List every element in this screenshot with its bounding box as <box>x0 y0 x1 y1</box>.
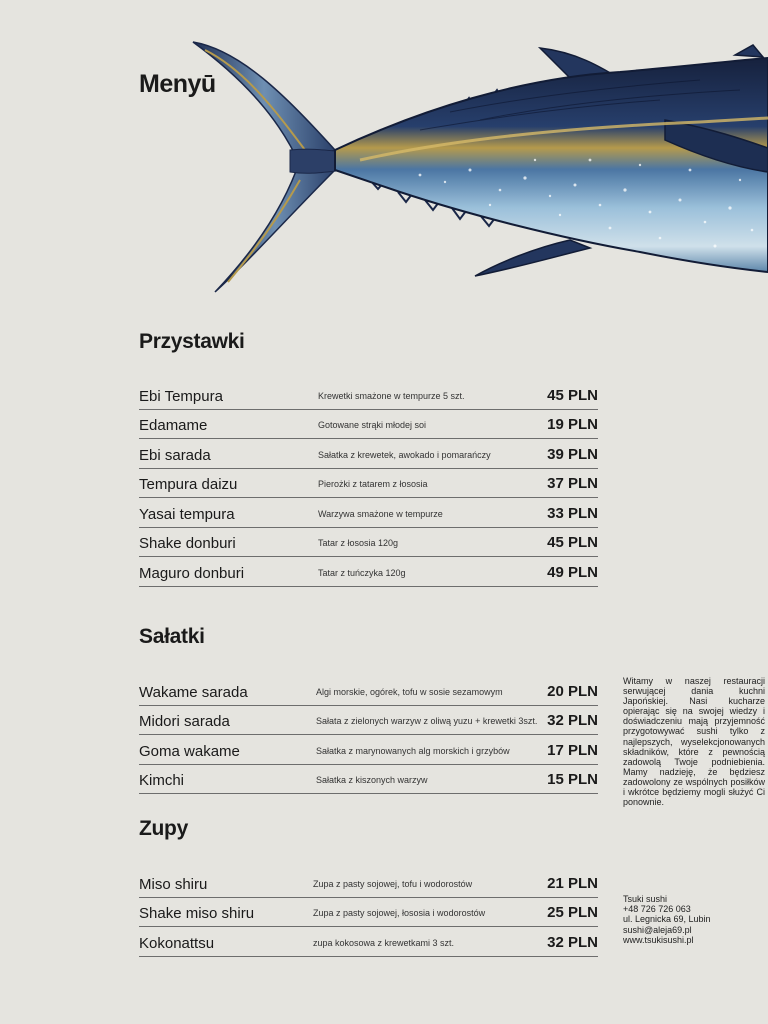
item-price: 45 PLN <box>547 534 598 551</box>
item-name: Wakame sarada <box>139 683 248 701</box>
menu-list-salatki <box>139 676 598 794</box>
item-name: Edamame <box>139 417 208 434</box>
menu-row <box>139 676 598 706</box>
menu-row <box>139 469 598 499</box>
item-price: 45 PLN <box>547 386 598 404</box>
item-description: Tatar z łososia 120g <box>318 538 399 548</box>
item-description: Gotowane strąki młodej soi <box>318 420 427 430</box>
item-name: Kimchi <box>139 772 185 789</box>
section-title-salatki: Sałatki <box>139 625 205 648</box>
menu-row <box>139 927 598 957</box>
item-name: Maguro donburi <box>139 564 245 582</box>
item-name: Goma wakame <box>139 742 240 760</box>
website-link[interactable]: www.tsukisushi.pl <box>623 934 694 945</box>
menu-row <box>139 528 598 558</box>
item-price: 15 PLN <box>547 771 598 788</box>
item-price: 17 PLN <box>547 741 598 759</box>
item-name: Ebi Tempura <box>139 387 223 405</box>
item-description: Warzywa smażone w tempurze <box>318 508 443 519</box>
item-description: Tatar z tuńczyka 120g <box>318 567 406 578</box>
item-name: Ebi sarada <box>139 446 211 464</box>
item-price: 33 PLN <box>547 504 598 522</box>
menu-row <box>139 898 598 928</box>
item-price: 32 PLN <box>547 712 598 729</box>
item-name: Midori sarada <box>139 713 230 730</box>
item-price: 39 PLN <box>547 445 598 463</box>
item-price: 49 PLN <box>547 563 598 581</box>
item-description: Krewetki smażone w tempurze 5 szt. <box>318 390 465 401</box>
item-description: Sałatka z kiszonych warzyw <box>316 775 428 785</box>
item-name: Shake miso shiru <box>139 905 255 922</box>
item-name: Tempura daizu <box>139 476 238 493</box>
section-title-przystawki: Przystawki <box>139 330 245 353</box>
item-price: 21 PLN <box>547 874 598 892</box>
menu-row <box>139 498 598 528</box>
item-name: Shake donburi <box>139 535 236 552</box>
welcome-text: Witamy w naszej restauracji serwującej dania kuchni Japońskiej. Nasi kucharze opierając się na swojej wiedzy i doświadczeniu mają przyjemność przygotowywać sushi tylko z najlepszych, wyselekcjonowanych składników, które z pewnością zadowolą Twoje podniebienia. Mamy nadzieję, że będziesz zadowolony ze wspólnych posiłków i wkrótce będziemy mogli służyć Ci ponownie. <box>623 676 765 808</box>
item-name: Miso shiru <box>139 875 208 893</box>
menu-row <box>139 380 598 410</box>
item-price: 20 PLN <box>547 682 598 700</box>
item-description: Algi morskie, ogórek, tofu w sosie sezamowym <box>316 686 503 697</box>
item-description: Zupa z pasty sojowej, łososia i wodorostów <box>313 908 486 918</box>
menu-row <box>139 868 598 898</box>
page-title: Menyū <box>139 70 216 98</box>
item-price: 37 PLN <box>547 475 598 492</box>
menu-row <box>139 410 598 440</box>
phone-number: +48 726 726 063 <box>623 904 691 915</box>
tuna-illustration <box>185 30 768 310</box>
item-price: 32 PLN <box>547 933 598 951</box>
section-title-zupy: Zupy <box>139 817 188 840</box>
item-price: 25 PLN <box>547 904 598 921</box>
menu-row <box>139 439 598 469</box>
item-description: Zupa z pasty sojowej, tofu i wodorostów <box>313 878 473 889</box>
item-price: 19 PLN <box>547 416 598 433</box>
menu-row <box>139 735 598 765</box>
address: ul. Legnicka 69, Lubin <box>623 914 711 925</box>
item-description: Sałatka z krewetek, awokado i pomarańczy <box>318 449 491 460</box>
item-description: Sałata z zielonych warzyw z oliwą yuzu + krewetki 3szt. <box>316 716 538 726</box>
email-link[interactable]: sushi@aleja69.pl <box>623 924 692 935</box>
menu-list-przystawki <box>139 380 598 587</box>
item-name: Yasai tempura <box>139 505 235 523</box>
item-description: Pierożki z tatarem z łososia <box>318 479 428 489</box>
menu-list-zupy <box>139 868 598 957</box>
restaurant-name: Tsuki sushi <box>623 894 668 904</box>
menu-row <box>139 765 598 795</box>
item-description: Sałatka z marynowanych alg morskich i grzybów <box>316 745 510 756</box>
menu-row <box>139 557 598 587</box>
contact-block <box>623 894 765 945</box>
item-name: Kokonattsu <box>139 934 215 952</box>
item-description: zupa kokosowa z krewetkami 3 szt. <box>313 937 455 948</box>
menu-row <box>139 706 598 736</box>
